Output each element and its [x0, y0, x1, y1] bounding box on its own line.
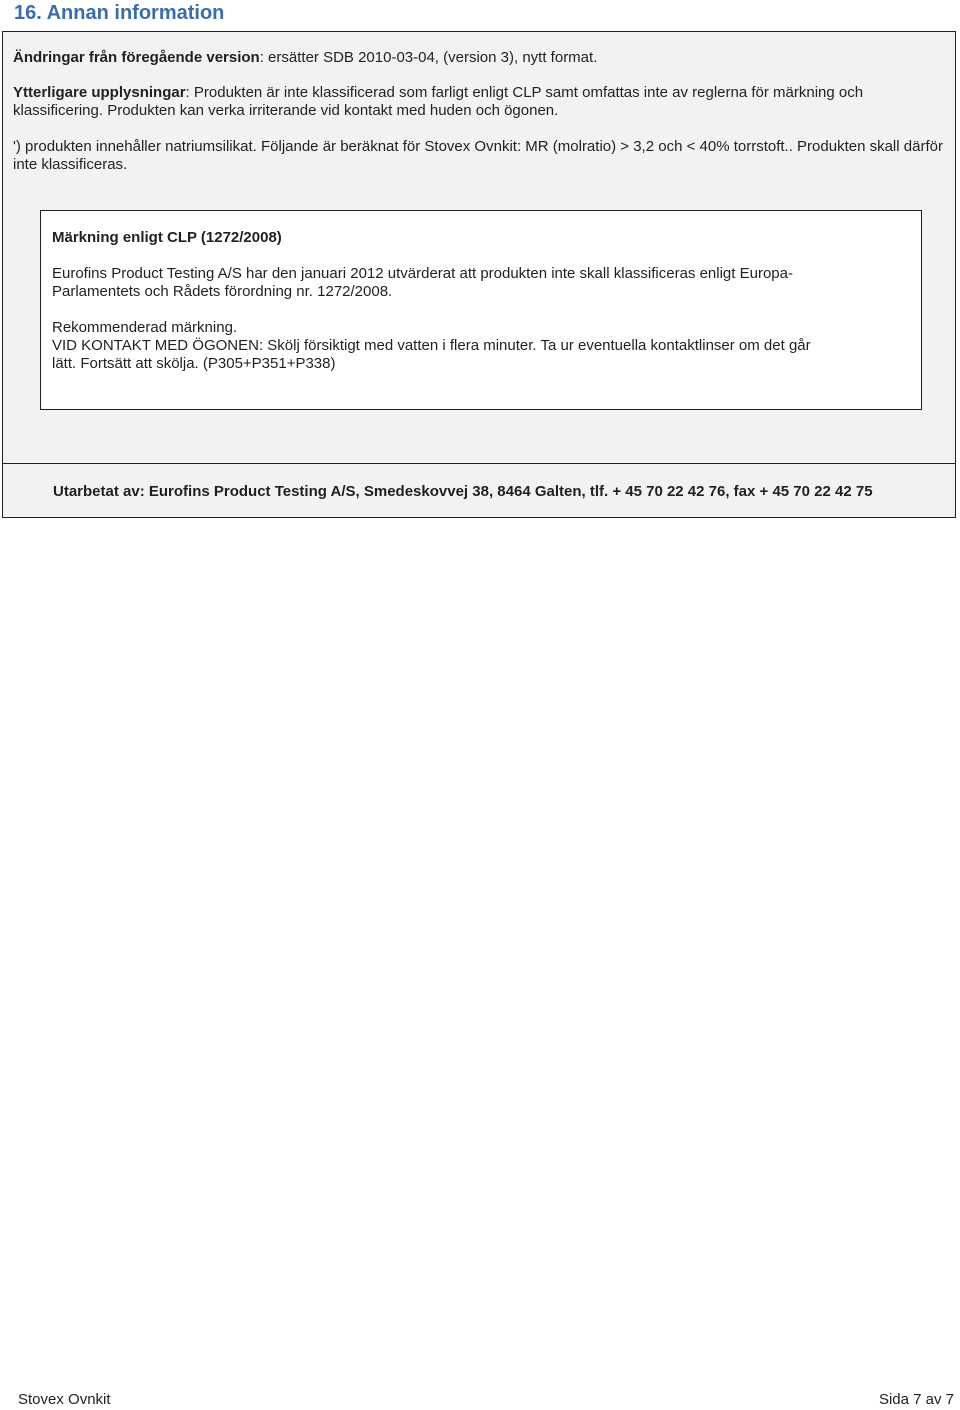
- recommended-text: VID KONTAKT MED ÖGONEN: Skölj försiktigt med vatten i flera minuter. Ta ur eventuella kontaktlinser om det går lätt. Fortsätt att skölja. (P305+P351+P338): [52, 337, 811, 372]
- clp-assessment-text: Eurofins Product Testing A/S har den januari 2012 utvärderat att produkten inte skall klassificeras enligt Europa-Parlamentets och Rådets förordning nr. 1272/2008.: [52, 265, 793, 300]
- recommended-labeling: [52, 319, 812, 373]
- footer-page-number: Sida 7 av 7: [878, 1391, 954, 1408]
- changes-label: Ändringar från föregående version: [13, 49, 260, 66]
- changes-paragraph: [13, 49, 943, 67]
- frame-divider: [3, 463, 955, 464]
- additional-info-label: Ytterligare upplysningar: [13, 84, 186, 101]
- additional-info-text: : Produkten är inte klassificerad som farligt enligt CLP samt omfattas inte av reglerna för märkning och klassificering. Produkten kan verka irriterande vid kontakt med huden och ögonen.: [13, 84, 864, 119]
- prepared-by-text: Utarbetat av: Eurofins Product Testing A/S, Smedeskovvej 38, 8464 Galten, tlf. + 45 70 22 42 76, fax + 45 70 22 42 75: [53, 483, 873, 500]
- recommended-label: Rekommenderad märkning.: [52, 319, 238, 336]
- additional-info-paragraph: [13, 84, 938, 120]
- section-title: 16. Annan information: [14, 2, 225, 24]
- footer-product-name: Stovex Ovnkit: [18, 1391, 111, 1408]
- changes-text: : ersätter SDB 2010-03-04, (version 3), nytt format.: [259, 49, 598, 66]
- clp-labeling-box: [40, 210, 922, 410]
- other-information-frame: [2, 31, 956, 518]
- clp-labeling-title: Märkning enligt CLP (1272/2008): [52, 229, 282, 246]
- note-paragraph: ') produkten innehåller natriumsilikat. Följande är beräknat för Stovex Ovnkit: MR (molratio) > 3,2 och < 40% torrstoft.. Produkten skall därför inte klassificeras.: [13, 138, 943, 173]
